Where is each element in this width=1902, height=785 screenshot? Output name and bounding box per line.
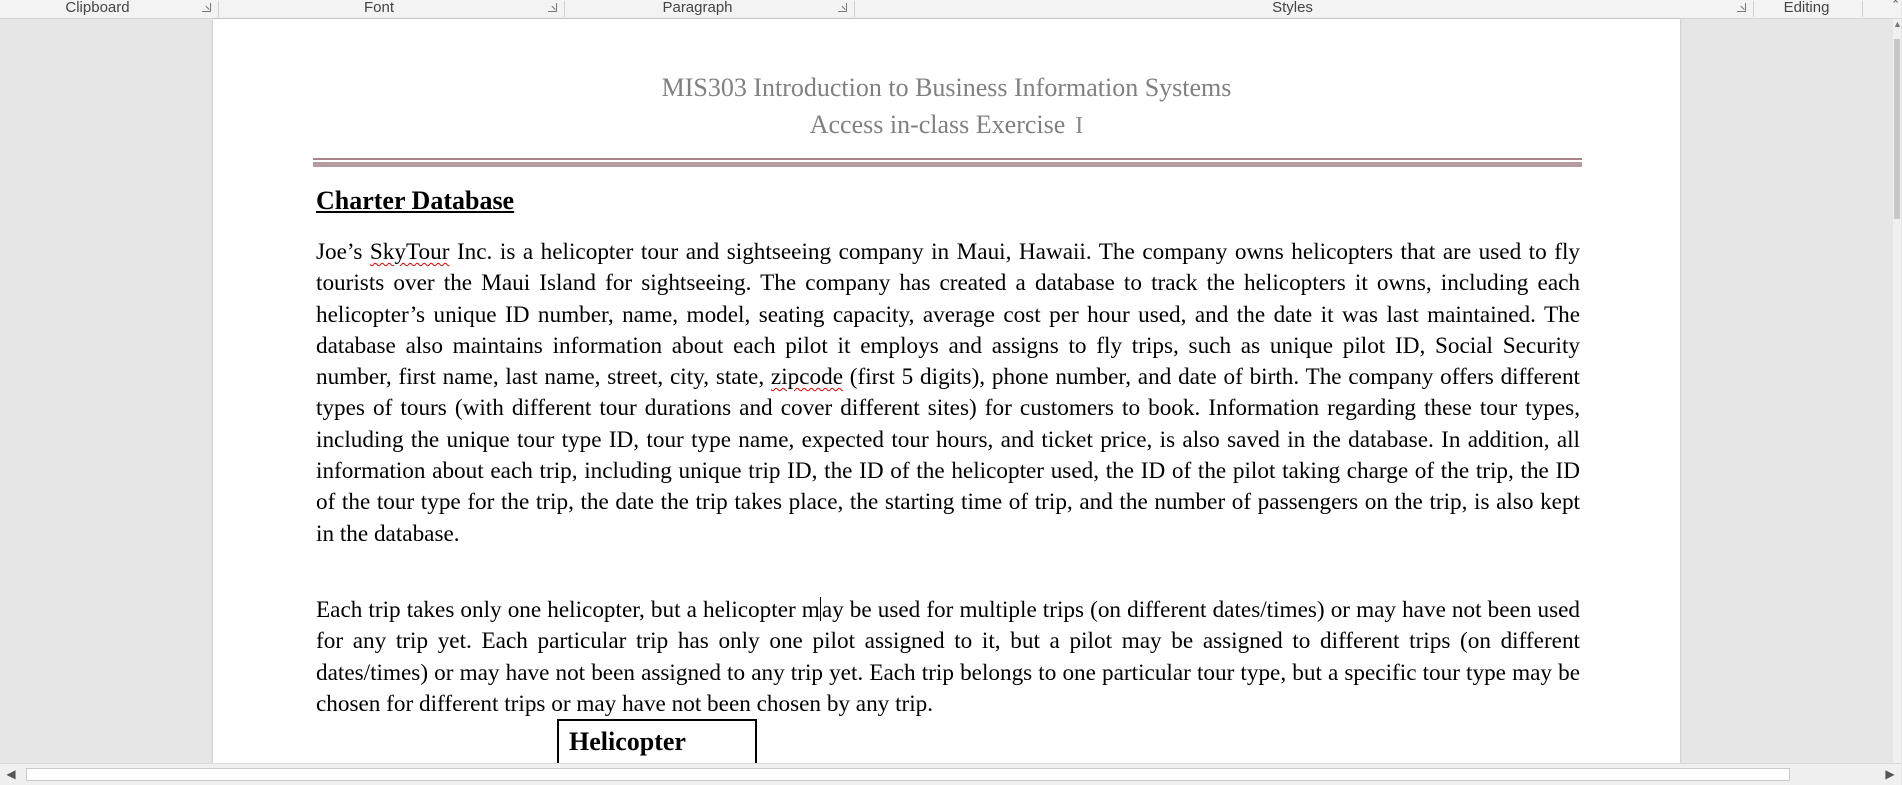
ribbon-group-label: Font — [363, 0, 394, 16]
header-rule — [313, 158, 1582, 167]
ribbon-group-editing[interactable] — [1754, 0, 1859, 18]
ribbon-group-paragraph[interactable] — [565, 0, 830, 18]
ribbon-group-styles[interactable] — [855, 0, 1730, 18]
spelling-error-word[interactable]: zipcode — [770, 364, 844, 391]
paragraph-launcher-icon[interactable] — [838, 3, 847, 12]
header-rule-thin — [313, 158, 1582, 160]
ribbon-group-label: Paragraph — [662, 0, 733, 16]
scroll-right-arrow-icon[interactable]: ▶ — [1885, 767, 1895, 781]
horizontal-scroll-thumb[interactable] — [26, 768, 1790, 781]
horizontal-scrollbar[interactable] — [0, 763, 1901, 785]
section-heading: Charter Database — [316, 186, 515, 215]
collapse-ribbon-icon[interactable]: ⌃ — [1891, 0, 1901, 11]
document-page[interactable] — [213, 19, 1680, 779]
entity-title: Helicopter — [569, 727, 686, 756]
text-run: (first 5 digits), phone number, and date of birth. The company offers different types of tours (with different tour durations and cover different sites) for customers to book. Information regarding these tour types, including the unique tour type ID, tour type name, expected tour hours, and ticket price, is also saved in the database. In addition, all information about each trip, including unique trip ID, the ID of the helicopter used, the ID of the pilot taking charge of the trip, the ID of the tour type for the trip, the date the trip takes place, the starting time of trip, and the number of passengers on the trip, is also kept in the database. — [316, 364, 1580, 547]
header-title: MIS303 Introduction to Business Information Systems — [661, 73, 1232, 102]
header-subtitle — [213, 106, 1680, 145]
vertical-scrollbar[interactable] — [1893, 19, 1901, 763]
text-run: Each trip takes only one helicopter, but a helicopter m — [316, 597, 820, 623]
spelling-error-word[interactable]: SkyTour — [369, 239, 450, 265]
ribbon-group-label: Clipboard — [65, 0, 130, 16]
ibeam-cursor-icon: I — [1075, 113, 1084, 139]
font-launcher-icon[interactable] — [548, 3, 557, 12]
page-header — [213, 69, 1680, 145]
ribbon-group-font[interactable] — [219, 0, 539, 18]
ribbon-group-clipboard[interactable] — [0, 0, 195, 18]
ribbon-group-label: Editing — [1783, 0, 1830, 16]
styles-launcher-icon[interactable] — [1737, 3, 1746, 12]
ribbon-group-label: Styles — [1272, 0, 1313, 16]
scroll-up-arrow-icon[interactable]: ▲ — [1893, 19, 1902, 29]
text-run: Inc. is a helicopter tour and sightseeing company in Maui, Hawaii. The company owns helicopters that are used to fly tourists over the Maui Island for sightseeing. The company has created a database to track the helicopters it owns, including each helicopter’s unique ID number, name, model, seating capacity, average cost per hour used, and the date it was last maintained. The database also maintains information about each pilot it employs and assigns to fly trips, such as unique pilot ID, Social Security number, first name, last name, street, city, state, — [316, 239, 1580, 391]
text-run: ay be used for multiple trips (on different dates/times) or may have not been used for any trip yet. Each particular trip has only one pilot assigned to it, but a pilot may be assigned to different trips (on different dates/times) or may have not been assigned to any trip yet. Each trip belongs to one particular tour type, but a specific tour type may be chosen for different trips or may have not been chosen by any trip. — [316, 597, 1580, 717]
document-area[interactable] — [0, 19, 1893, 763]
header-subtitle-text: Access in-class Exercise — [809, 110, 1066, 139]
vertical-scroll-thumb[interactable] — [1894, 39, 1900, 219]
text-run: Joe’s — [316, 239, 370, 265]
body-paragraph-2[interactable] — [316, 595, 1580, 720]
header-rule-thick — [313, 162, 1582, 167]
scroll-left-arrow-icon[interactable]: ◀ — [6, 767, 16, 781]
clipboard-launcher-icon[interactable] — [202, 3, 211, 12]
body-paragraph-1[interactable] — [316, 237, 1580, 550]
ribbon-separator — [1862, 1, 1863, 17]
ribbon-group-labels — [0, 0, 1901, 19]
